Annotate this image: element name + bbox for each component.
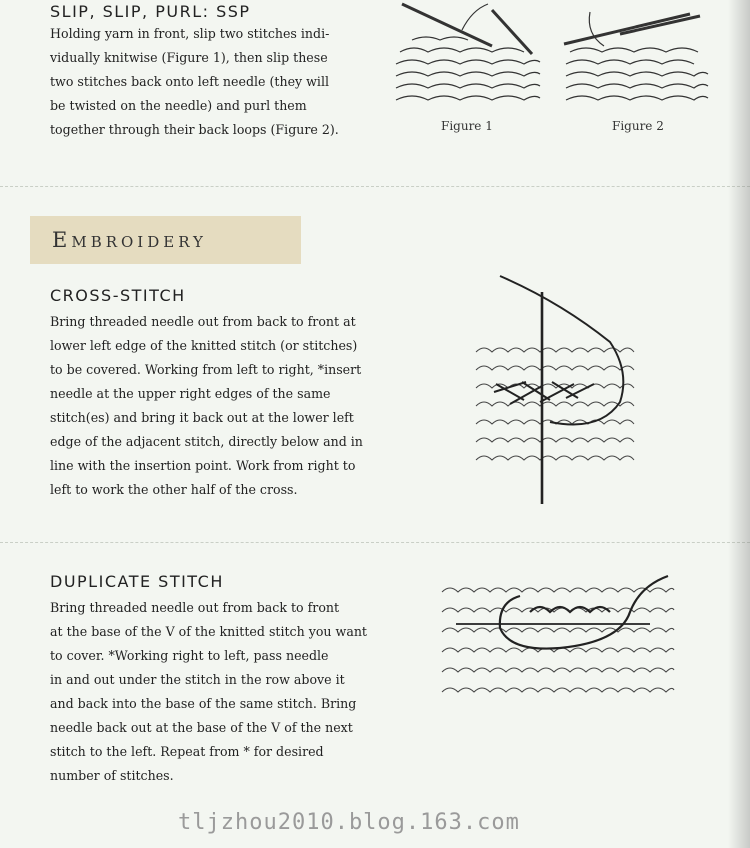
section-divider [0, 542, 750, 543]
figure-2-caption: Figure 2 [612, 119, 664, 133]
cross-stitch-illustration [470, 272, 638, 508]
cross-stitch-line: left to work the other half of the cross. [50, 482, 298, 497]
cross-stitch-line: Bring threaded needle out from back to front at [50, 314, 356, 329]
ssp-line: Holding yarn in front, slip two stitches indi- [50, 26, 330, 41]
figure-2-illustration [560, 4, 710, 110]
ssp-line: two stitches back onto left needle (they will [50, 74, 330, 89]
duplicate-stitch-line: Bring threaded needle out from back to front [50, 600, 340, 615]
cross-stitch-text [50, 310, 363, 502]
duplicate-stitch-line: at the base of the V of the knitted stitch you want [50, 624, 367, 639]
ssp-line: vidually knitwise (Figure 1), then slip these [50, 50, 328, 65]
duplicate-stitch-line: number of stitches. [50, 768, 174, 783]
figure-1-caption: Figure 1 [441, 119, 493, 133]
section-title: Embroidery [52, 228, 207, 252]
duplicate-stitch-line: and back into the base of the same stitch. Bring [50, 696, 357, 711]
cross-stitch-line: to be covered. Working from left to right, *insert [50, 362, 362, 377]
section-banner [30, 216, 301, 264]
ssp-heading: SLIP, SLIP, PURL: SSP [50, 2, 251, 21]
figure-1-illustration [392, 0, 542, 112]
duplicate-stitch-line: needle back out at the base of the V of the next [50, 720, 353, 735]
duplicate-stitch-heading: DUPLICATE STITCH [50, 572, 224, 591]
cross-stitch-line: edge of the adjacent stitch, directly below and in [50, 434, 363, 449]
ssp-text [50, 22, 339, 142]
page-edge-shadow [728, 0, 750, 848]
duplicate-stitch-illustration [440, 572, 676, 704]
cross-stitch-line: needle at the upper right edges of the same [50, 386, 331, 401]
cross-stitch-line: lower left edge of the knitted stitch (or stitches) [50, 338, 358, 353]
duplicate-stitch-line: in and out under the stitch in the row above it [50, 672, 345, 687]
duplicate-stitch-text [50, 596, 367, 788]
section-divider [0, 186, 750, 187]
cross-stitch-line: line with the insertion point. Work from right to [50, 458, 356, 473]
cross-stitch-heading: CROSS-STITCH [50, 286, 186, 305]
cross-stitch-line: stitch(es) and bring it back out at the lower left [50, 410, 354, 425]
duplicate-stitch-line: to cover. *Working right to left, pass needle [50, 648, 329, 663]
duplicate-stitch-line: stitch to the left. Repeat from * for desired [50, 744, 324, 759]
ssp-line: together through their back loops (Figure 2). [50, 122, 339, 137]
ssp-line: be twisted on the needle) and purl them [50, 98, 307, 113]
watermark: tljzhou2010.blog.163.com [178, 810, 520, 835]
